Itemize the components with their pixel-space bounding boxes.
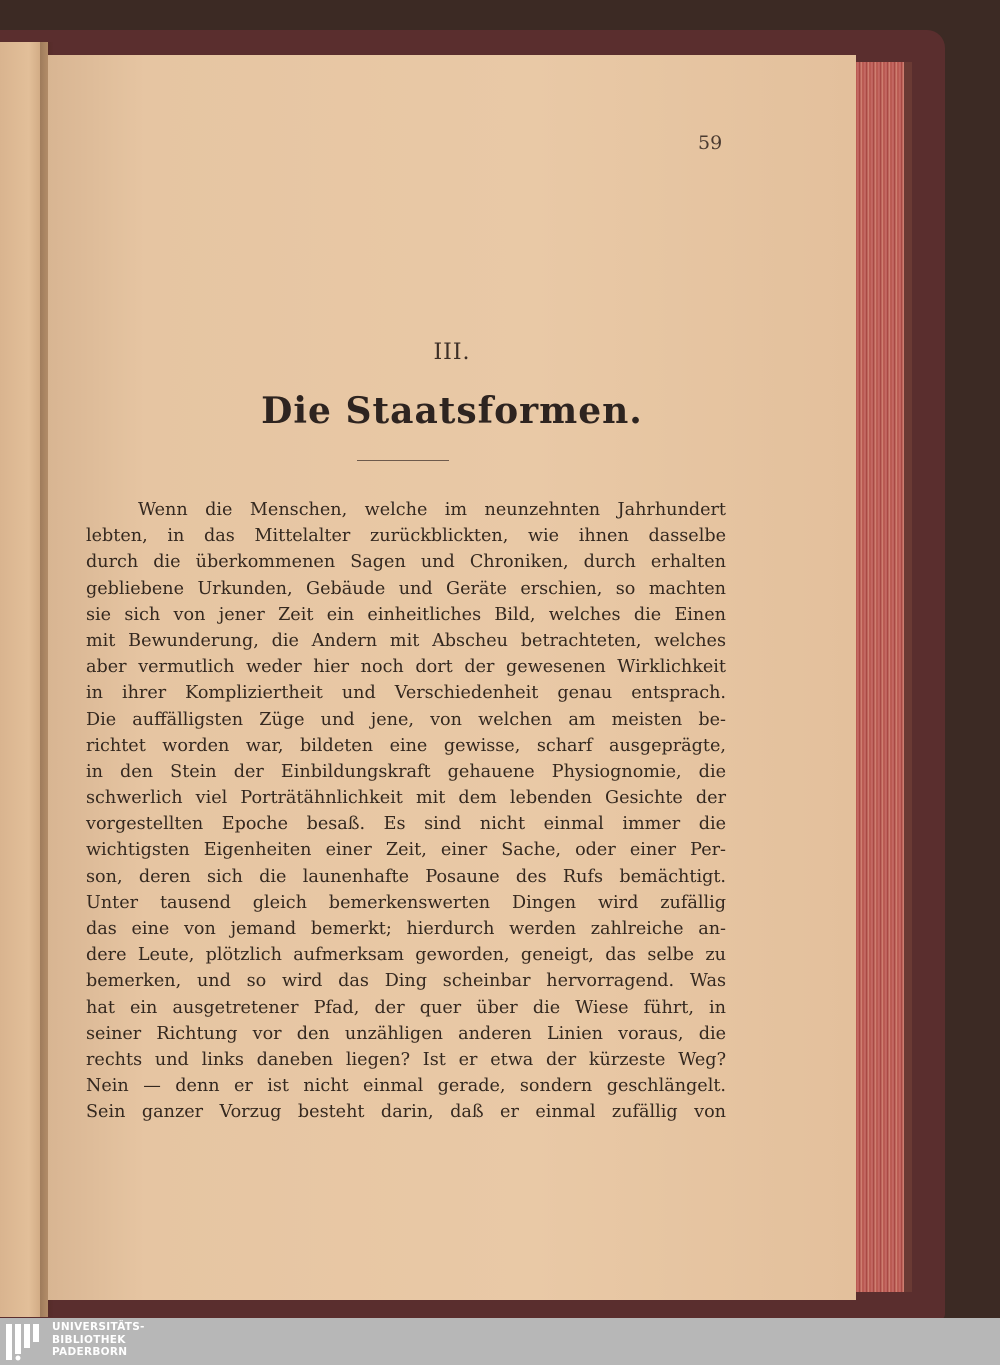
chapter-title: Die Staatsformen. (261, 390, 643, 432)
text-line: dere Leute, plötzlich aufmerksam geworden, geneigt, das selbe zu (86, 945, 726, 966)
text-line: durch die überkommenen Sagen und Chroniken, durch erhalten (86, 552, 726, 573)
body-text (86, 497, 726, 1126)
chapter-number: III. (433, 340, 471, 365)
text-line: sie sich von jener Zeit ein einheitliches Bild, welches die Einen (86, 604, 726, 625)
library-name-line1: UNIVERSITÄTS- (52, 1321, 145, 1333)
library-name (52, 1321, 145, 1359)
text-line: das eine von jemand bemerkt; hierdurch werden zahlreiche an- (86, 919, 726, 939)
text-line: hat ein ausgetretener Pfad, der quer über die Wiese führt, in (86, 997, 726, 1018)
text-line: wichtigsten Eigenheiten einer Zeit, einer Sache, oder einer Per- (86, 840, 726, 861)
text-line: bemerken, und so wird das Ding scheinbar hervorragend. Was (86, 971, 726, 992)
text-line: schwerlich viel Porträtähnlichkeit mit dem lebenden Gesichte der (86, 788, 726, 809)
text-line: gebliebene Urkunden, Gebäude und Geräte erschien, so machten (86, 578, 726, 599)
text-line: mit Bewunderung, die Andern mit Abscheu betrachteten, welches (86, 630, 726, 651)
library-name-line2: BIBLIOTHEK (52, 1333, 126, 1346)
text-line: Unter tausend gleich bemerkenswerten Dingen wird zufällig (86, 892, 726, 913)
text-line: seiner Richtung vor den unzähligen anderen Linien voraus, die (86, 1023, 726, 1044)
text-line: lebten, in das Mittelalter zurückblickten, wie ihnen dasselbe (86, 526, 726, 547)
text-line: richtet worden war, bildeten eine gewisse, scharf ausgeprägte, (86, 735, 726, 756)
text-line: Sein ganzer Vorzug besteht darin, daß er einmal zufällig von (86, 1102, 726, 1123)
footer-bar (0, 1318, 1000, 1365)
page-edges (856, 62, 912, 1292)
text-line: rechts und links daneben liegen? Ist er etwa der kürzeste Weg? (86, 1049, 726, 1070)
page-number: 59 (698, 132, 723, 154)
text-line: Nein — denn er ist nicht einmal gerade, sondern geschlängelt. (86, 1076, 726, 1097)
text-line: Die auffälligsten Züge und jene, von welchen am meisten be- (86, 709, 726, 730)
text-line: in den Stein der Einbildungskraft gehauene Physiognomie, die (86, 761, 726, 782)
title-divider (357, 460, 449, 461)
text-line: in ihrer Kompliziertheit und Verschiedenheit genau entsprach. (86, 683, 726, 704)
library-name-line3: PADERBORN (52, 1346, 128, 1358)
text-line: vorgestellten Epoche besaß. Es sind nicht einmal immer die (86, 814, 726, 835)
text-line: Wenn die Menschen, welche im neunzehnten Jahrhundert (138, 500, 726, 520)
text-line: son, deren sich die launenhafte Posaune des Rufs bemächtigt. (86, 866, 726, 887)
university-library-logo-icon (4, 1322, 44, 1362)
text-line: aber vermutlich weder hier noch dort der gewesenen Wirklichkeit (86, 657, 726, 678)
